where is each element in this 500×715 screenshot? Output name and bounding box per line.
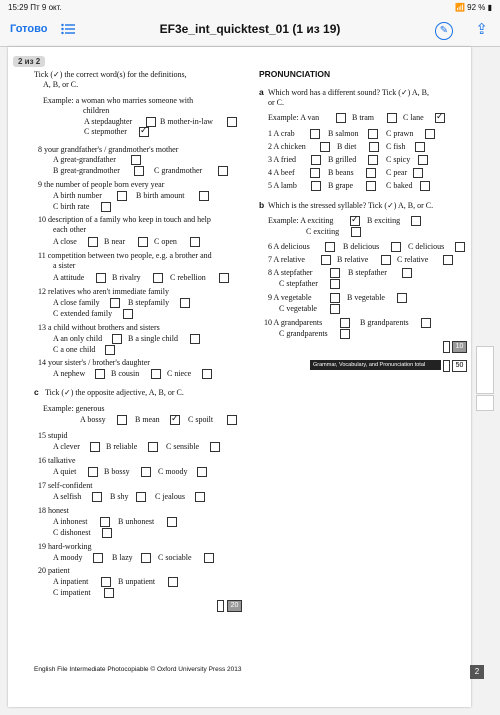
answer-checkbox[interactable] (397, 293, 407, 303)
example-text: Example: A exciting (268, 216, 334, 225)
answer-checkbox[interactable] (369, 142, 379, 152)
option-label: C moody (158, 467, 188, 476)
question-text: 14 your sister's / brother's daughter (38, 358, 150, 367)
question-text: 16 talkative (38, 456, 76, 465)
answer-checkbox[interactable] (340, 318, 350, 328)
option-label: A inhonest (53, 517, 88, 526)
question-text: 15 stupid (38, 431, 68, 440)
status-time: 15:29 Пт 9 окт. (8, 3, 62, 12)
option-label: B beans (328, 168, 354, 177)
intro-text: A, B, or C. (43, 80, 79, 89)
answer-checkbox[interactable] (100, 517, 110, 527)
markup-icon[interactable]: ✎ (435, 22, 453, 40)
score-box[interactable] (443, 360, 450, 372)
footer-text: English File Intermediate Photocopiable © Oxford University Press 2013 (34, 666, 242, 673)
check-mark-icon: ✓ (436, 111, 444, 121)
option-label: C a one child (53, 345, 96, 354)
answer-checkbox[interactable] (321, 255, 331, 265)
example-text: Example: generous (43, 404, 105, 413)
section-score: 20 (227, 600, 242, 612)
option-label: B relative (337, 255, 369, 264)
example-text: children (83, 106, 110, 115)
option-label: C stepmother (84, 127, 127, 136)
option-label: B salmon (328, 129, 359, 138)
section-heading: PRONUNCIATION (259, 69, 331, 79)
answer-checkbox[interactable] (325, 242, 335, 252)
option-label: B unhonest (118, 517, 155, 526)
answer-checkbox[interactable] (402, 268, 412, 278)
answer-checkbox[interactable] (134, 166, 144, 176)
answer-checkbox[interactable] (138, 237, 148, 247)
answer-checkbox[interactable] (310, 168, 320, 178)
option-label: 10 A grandparents (264, 318, 323, 327)
answer-checkbox[interactable] (180, 298, 190, 308)
document-title: EF3e_int_quicktest_01 (1 из 19) (159, 22, 341, 36)
check-mark-icon: ✓ (171, 413, 179, 423)
option-label: B birth amount (136, 191, 185, 200)
option-label: B diet (337, 142, 357, 151)
option-label: A close (53, 237, 77, 246)
option-label: C spicy (386, 155, 411, 164)
option-label: B grilled (328, 155, 357, 164)
page-thumbnail[interactable] (476, 395, 494, 411)
option-label: C relative (397, 255, 429, 264)
answer-checkbox[interactable] (413, 168, 423, 178)
option-label: C grandparents (279, 329, 328, 338)
option-label: A bossy (80, 415, 106, 424)
option-label: C rebellion (170, 273, 206, 282)
section-instructions: Which word has a different sound? Tick (✓) A, B, (268, 88, 429, 97)
check-mark-icon: ✓ (140, 125, 148, 135)
answer-checkbox[interactable] (102, 528, 112, 538)
answer-checkbox[interactable] (381, 255, 391, 265)
answer-checkbox[interactable] (151, 369, 161, 379)
answer-checkbox[interactable] (90, 442, 100, 452)
answer-checkbox[interactable] (420, 181, 430, 191)
answer-checkbox[interactable] (387, 113, 397, 123)
total-label: Grammar, Vocabulary, and Pronunciation total (310, 360, 441, 370)
answer-checkbox[interactable] (340, 329, 350, 339)
section-instructions: or C. (268, 98, 284, 107)
answer-checkbox[interactable] (88, 467, 98, 477)
nav-bar (0, 14, 500, 47)
option-label: B mean (135, 415, 160, 424)
option-label: A close family (53, 298, 100, 307)
answer-checkbox[interactable] (153, 273, 163, 283)
option-label: A stepdaughter (84, 117, 133, 126)
option-label: C sensible (166, 442, 200, 451)
option-label: B stepfamily (128, 298, 170, 307)
answer-checkbox[interactable] (391, 242, 401, 252)
answer-checkbox[interactable] (168, 577, 178, 587)
option-label: C delicious (408, 242, 445, 251)
option-label: A great-grandfather (53, 155, 116, 164)
option-label: B cousin (111, 369, 140, 378)
option-label: C niece (167, 369, 192, 378)
answer-checkbox[interactable] (411, 216, 421, 226)
option-label: B grape (328, 181, 354, 190)
option-label: B a single child (128, 334, 178, 343)
option-label: B exciting (367, 216, 401, 225)
answer-checkbox[interactable] (310, 129, 320, 139)
option-label: C dishonest (53, 528, 91, 537)
option-label: C vegetable (279, 304, 317, 313)
question-text: 19 hard-working (38, 542, 92, 551)
option-label: C impatient (53, 588, 91, 597)
option-label: B vegetable (347, 293, 385, 302)
question-text: 11 competition between two people, e.g. a brother and (38, 251, 212, 260)
question-text: 13 a child without brothers and sisters (38, 323, 160, 332)
option-label: 9 A vegetable (268, 293, 312, 302)
option-label: 3 A fried (268, 155, 296, 164)
option-label: B lazy (112, 553, 133, 562)
score-box[interactable] (217, 600, 224, 612)
answer-checkbox[interactable] (330, 268, 340, 278)
option-label: C extended family (53, 309, 113, 318)
page-thumbnail[interactable] (476, 346, 494, 394)
answer-checkbox[interactable] (330, 293, 340, 303)
answer-checkbox[interactable] (218, 166, 228, 176)
answer-checkbox[interactable] (195, 492, 205, 502)
answer-checkbox[interactable] (110, 298, 120, 308)
section-instructions: Tick (✓) the opposite adjective, A, B, or C. (45, 388, 184, 397)
option-label: A clever (53, 442, 80, 451)
page-number: 2 (470, 665, 484, 679)
option-label: B bossy (104, 467, 130, 476)
answer-checkbox[interactable] (199, 191, 209, 201)
option-label: B great-grandmother (53, 166, 120, 175)
share-icon[interactable]: ⇪ (475, 21, 488, 38)
option-label: C birth rate (53, 202, 90, 211)
option-label: C pear (386, 168, 408, 177)
list-icon[interactable] (61, 23, 75, 35)
option-label: B rivalry (112, 273, 141, 282)
example-text: Example: a woman who marries someone with (43, 96, 194, 105)
section-instructions: Which is the stressed syllable? Tick (✓) A, B, or C. (268, 201, 434, 210)
option-label: C baked (386, 181, 413, 190)
option-label: B unpatient (118, 577, 156, 586)
answer-checkbox[interactable] (210, 442, 220, 452)
option-label: B tram (352, 113, 374, 122)
option-label: C jealous (155, 492, 185, 501)
option-label: C sociable (158, 553, 192, 562)
answer-checkbox[interactable] (366, 168, 376, 178)
section-letter: b (259, 200, 265, 210)
check-mark-icon: ✓ (351, 214, 359, 224)
answer-checkbox[interactable] (131, 155, 141, 165)
example-text: Example: A van (268, 113, 320, 122)
option-label: A selfish (53, 492, 82, 501)
option-label: B near (104, 237, 126, 246)
option-label: C grandmother (154, 166, 203, 175)
answer-checkbox[interactable] (368, 129, 378, 139)
question-text: 12 relatives who aren't immediate family (38, 287, 169, 296)
question-text: each other (53, 225, 87, 234)
answer-checkbox[interactable] (117, 415, 127, 425)
answer-checkbox[interactable] (197, 467, 207, 477)
answer-checkbox[interactable] (93, 553, 103, 563)
answer-checkbox[interactable] (123, 309, 133, 319)
option-label: C stepfather (279, 279, 318, 288)
page-indicator: 2 из 2 (13, 56, 45, 67)
answer-checkbox[interactable] (418, 155, 428, 165)
answer-checkbox[interactable] (204, 553, 214, 563)
answer-checkbox[interactable] (455, 242, 465, 252)
answer-checkbox[interactable] (351, 227, 361, 237)
answer-checkbox[interactable] (336, 113, 346, 123)
option-label: B grandparents (360, 318, 409, 327)
option-label: C fish (386, 142, 406, 151)
question-text: 18 honest (38, 506, 69, 515)
answer-checkbox[interactable] (311, 181, 321, 191)
option-label: A inpatient (53, 577, 89, 586)
done-button[interactable]: Готово (10, 23, 48, 35)
answer-checkbox[interactable] (190, 237, 200, 247)
question-text: 10 description of a family who keep in touch and help (38, 215, 211, 224)
question-text: 17 self-confident (38, 481, 93, 490)
answer-checkbox[interactable] (366, 181, 376, 191)
option-label: A moody (53, 553, 83, 562)
option-label: C prawn (386, 129, 414, 138)
score-box[interactable] (443, 341, 450, 353)
option-label: B delicious (343, 242, 380, 251)
answer-checkbox[interactable] (320, 142, 330, 152)
option-label: B mother-in-law (160, 117, 213, 126)
answer-checkbox[interactable] (443, 255, 453, 265)
option-label: A quiet (53, 467, 77, 476)
answer-checkbox[interactable] (219, 273, 229, 283)
option-label: 5 A lamb (268, 181, 297, 190)
option-label: 1 A crab (268, 129, 295, 138)
question-text: 9 the number of people born every year (38, 180, 165, 189)
answer-checkbox[interactable] (101, 202, 111, 212)
option-label: C open (154, 237, 177, 246)
intro-text: Tick (✓) the correct word(s) for the definitions, (34, 70, 187, 79)
answer-checkbox[interactable] (421, 318, 431, 328)
option-label: A birth number (53, 191, 102, 200)
answer-checkbox[interactable] (105, 345, 115, 355)
option-label: B reliable (106, 442, 138, 451)
answer-checkbox[interactable] (92, 492, 102, 502)
question-text: 8 your grandfather's / grandmother's mother (38, 145, 179, 154)
section-score: 10 (452, 341, 467, 353)
answer-checkbox[interactable] (167, 517, 177, 527)
option-label: A attitude (53, 273, 85, 282)
answer-checkbox[interactable] (368, 155, 378, 165)
answer-checkbox[interactable] (117, 191, 127, 201)
option-label: C lane (403, 113, 424, 122)
answer-checkbox[interactable] (227, 117, 237, 127)
option-label: C spoilt (188, 415, 214, 424)
answer-checkbox[interactable] (88, 237, 98, 247)
answer-checkbox[interactable] (104, 588, 114, 598)
question-text: 20 patient (38, 566, 70, 575)
answer-checkbox[interactable] (311, 155, 321, 165)
answer-checkbox[interactable] (227, 415, 237, 425)
option-label: 4 A beef (268, 168, 295, 177)
option-label: A an only child (53, 334, 103, 343)
answer-checkbox[interactable] (148, 442, 158, 452)
option-label: 6 A delicious (268, 242, 310, 251)
answer-checkbox[interactable] (95, 369, 105, 379)
answer-checkbox[interactable] (96, 273, 106, 283)
section-letter: c (34, 387, 39, 397)
section-letter: a (259, 87, 264, 97)
answer-checkbox[interactable] (136, 492, 146, 502)
answer-checkbox[interactable] (112, 334, 122, 344)
answer-checkbox[interactable] (330, 304, 340, 314)
option-label: 8 A stepfather (268, 268, 313, 277)
option-label: 7 A relative (268, 255, 305, 264)
option-label: B stepfather (348, 268, 387, 277)
question-text: a sister (53, 261, 76, 270)
answer-checkbox[interactable] (101, 577, 111, 587)
option-label: B shy (110, 492, 129, 501)
status-bar (0, 0, 500, 14)
answer-checkbox[interactable] (141, 553, 151, 563)
answer-checkbox[interactable] (330, 279, 340, 289)
option-label: 2 A chicken (268, 142, 306, 151)
answer-checkbox[interactable] (141, 467, 151, 477)
total-score: 50 (452, 360, 467, 372)
answer-checkbox[interactable] (425, 129, 435, 139)
option-label: A nephew (53, 369, 86, 378)
answer-checkbox[interactable] (202, 369, 212, 379)
option-label: C exciting (306, 227, 340, 236)
answer-checkbox[interactable] (190, 334, 200, 344)
status-battery: 📶 92 % ▮ (454, 3, 492, 12)
answer-checkbox[interactable] (415, 142, 425, 152)
